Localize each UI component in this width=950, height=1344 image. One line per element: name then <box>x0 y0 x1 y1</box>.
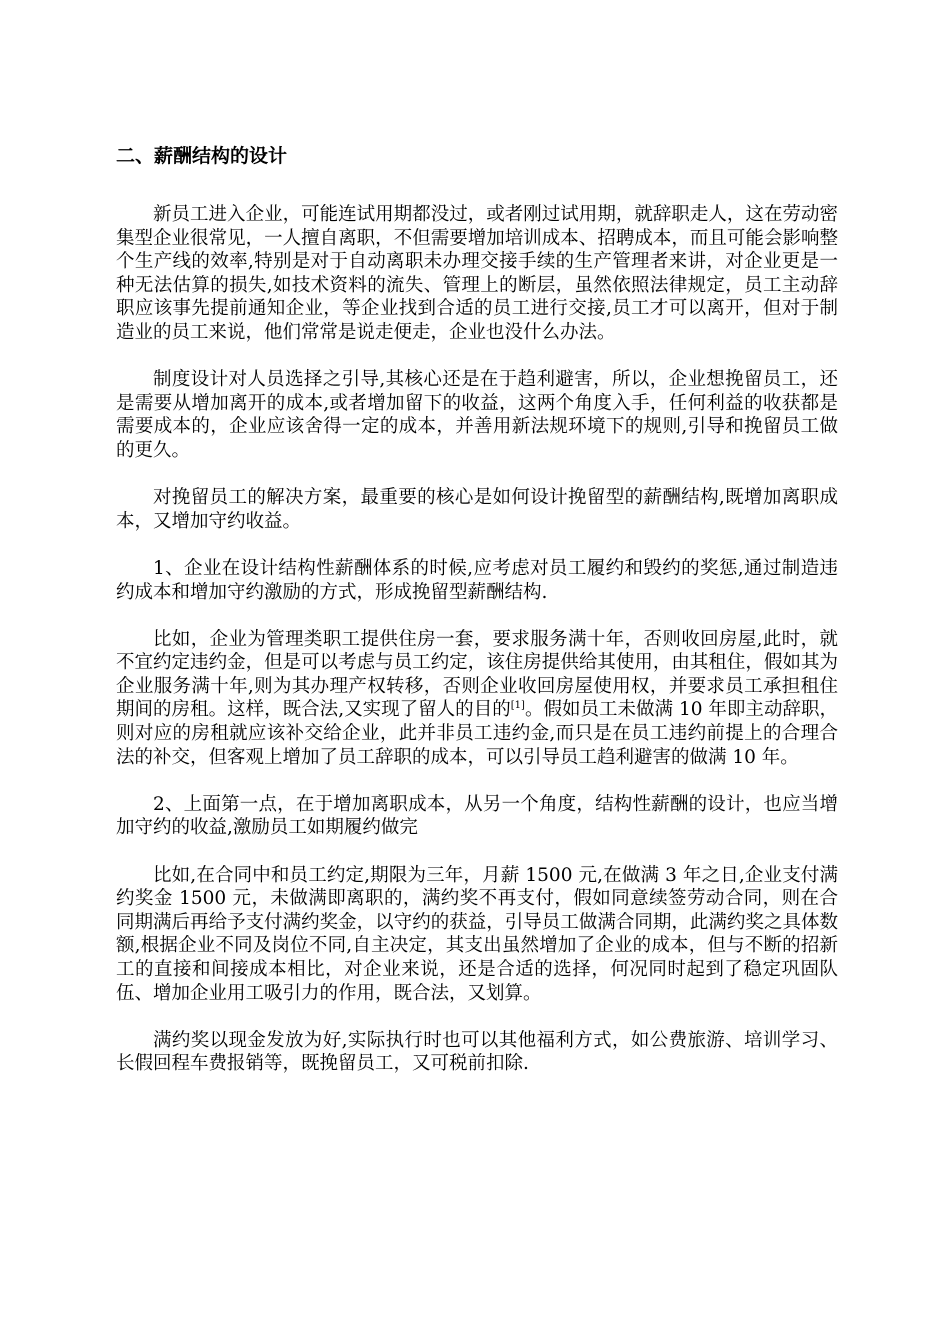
document-body <box>116 203 838 1100</box>
paragraph-5-text-a: 比如，企业为管理类职工提供住房一套，要求服务满十年，否则收回房屋,此时，就不宜约定违约金，但是可以考虑与员工约定，该住房提供给其使用，由其租住，假如其为企业服务满十年,则为其办理产权转移，否则企业收回房屋使用权，并要求员工承担租住期间的房租。这样，既合法,又实现了留人的目的 <box>116 628 838 721</box>
paragraph-6: 2、上面第一点，在于增加离职成本，从另一个角度，结构性薪酬的设计，也应当增加守约的收益,激励员工如期履约做完 <box>116 793 838 839</box>
paragraph-5 <box>116 628 838 770</box>
paragraph-1: 新员工进入企业，可能连试用期都没过，或者刚过试用期，就辞职走人，这在劳动密集型企业很常见，一人擅自离职，不但需要增加培训成本、招聘成本，而且可能会影响整个生产线的效率,特别是对于自动离职未办理交接手续的生产管理者来讲，对企业更是一种无法估算的损失,如技术资料的流失、管理上的断层，虽然依照法律规定，员工主动辞职应该事先提前通知企业，等企业找到合适的员工进行交接,员工才可以离开，但对于制造业的员工来说，他们常常是说走便走，企业也没什么办法。 <box>116 204 838 343</box>
paragraph-4: 1、企业在设计结构性薪酬体系的时候,应考虑对员工履约和毁约的奖惩,通过制造违约成本和增加守约激励的方式，形成挽留型薪酬结构. <box>116 557 838 603</box>
citation-marker: [1] <box>510 700 525 712</box>
paragraph-3: 对挽留员工的解决方案，最重要的核心是如何设计挽留型的薪酬结构,既增加离职成本，又增加守约收益。 <box>116 487 838 532</box>
paragraph-5-text-b: 。假如员工未做满 10 年即主动辞职，则对应的房租就应该补交给企业，此并非员工违约金,而只是在员工违约前提上的合理合法的补交，但客观上增加了员工辞职的成本，可以引导员工趋利避害的做满 10 年。 <box>116 699 838 768</box>
paragraph-7: 比如,在合同中和员工约定,期限为三年，月薪 1500 元,在做满 3 年之日,企业支付满约奖金 1500 元，未做满即离职的，满约奖不再支付，假如同意续签劳动合同，则在合同期满后再给予支付满约奖金，以守约的获益，引导员工做满合同期，此满约奖之具体数额,根据企业不同及岗位不同,自主决定，其支出虽然增加了企业的成本，但与不断的招新工的直接和间接成本相比，对企业来说，还是合适的选择，何况同时起到了稳定巩固队伍、增加企业用工吸引力的作用，既合法，又划算。 <box>116 864 838 1004</box>
paragraph-8: 满约奖以现金发放为好,实际执行时也可以其他福利方式，如公费旅游、培训学习、长假回程车费报销等，既挽留员工，又可税前扣除. <box>116 1029 838 1075</box>
section-heading: 二、薪酬结构的设计 <box>116 145 288 167</box>
paragraph-2: 制度设计对人员选择之引导,其核心还是在于趋利避害，所以，企业想挽留员工，还是需要从增加离开的成本,或者增加留下的收益，这两个角度入手，任何利益的收获都是需要成本的，企业应该舍得一定的成本，并善用新法规环境下的规则,引导和挽留员工做的更久。 <box>116 369 838 461</box>
